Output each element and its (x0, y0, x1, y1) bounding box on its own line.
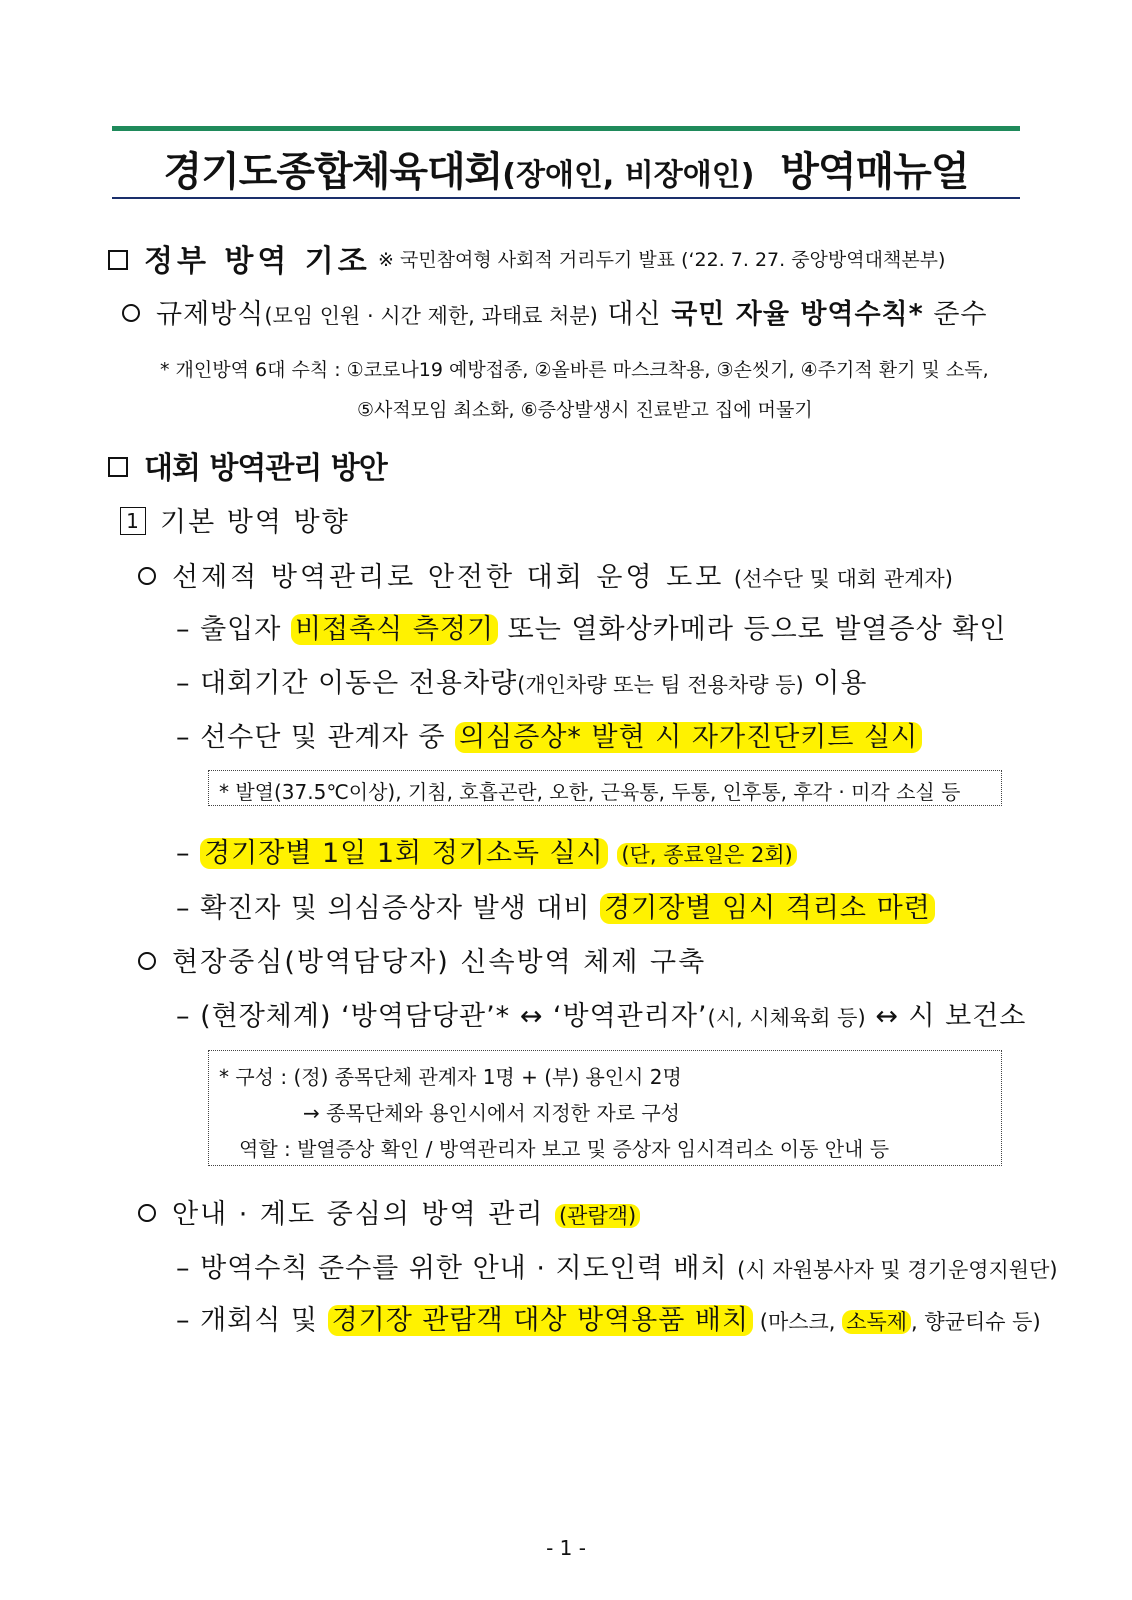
composition-detail: → 종목단체와 용인시에서 지정한 자로 구성 (303, 1101, 680, 1125)
composition-line: * 구성 : (정) 종목단체 관계자 1명 + (부) 용인시 2명 (219, 1065, 682, 1089)
rules-footnote-line2: ⑤사적모임 최소화, ⑥증상발생시 진료받고 집에 머물기 (357, 399, 813, 421)
item-onsite-system: 현장중심(방역담당자) 신속방역 체제 구축 (138, 940, 706, 979)
section-government-policy: 정부 방역 기조 (108, 236, 371, 280)
subsection-basic-direction: 1 기본 방역 방향 (120, 500, 350, 539)
page-number: - 1 - (546, 1536, 586, 1560)
symptom-note-box (208, 770, 1002, 806)
rules-footnote-line1: * 개인방역 6대 수칙 : ①코로나19 예방접종, ②올바른 마스크착용, ③손씻기, ④주기적 환기 및 소독, (160, 359, 989, 381)
dash-item-supplies: – 개회식 및 경기장 관람객 대상 방역용품 배치 (마스크, 소독제 , 향균티슈 등) (176, 1305, 1041, 1336)
item-guidance-management: 안내 · 계도 중심의 방역 관리 (관람객) (138, 1192, 640, 1231)
dash-item-onsite-chain: – (현장체계) ‘방역담당관’* ↔ ‘방역관리자’(시, 시체육회 등) ↔ 시 보건소 (176, 1001, 1027, 1032)
dash-item-disinfection: – 경기장별 1일 1회 정기소독 실시 (단, 종료일은 2회) (176, 831, 797, 870)
circle-bullet-icon (138, 1204, 156, 1222)
circle-bullet-icon (138, 952, 156, 970)
symptom-note-text: * 발열(37.5℃이상), 기침, 호흡곤란, 오한, 근육통, 두통, 인후통, 후각 · 미각 소실 등 (219, 780, 961, 804)
item-preemptive-management: 선제적 방역관리로 안전한 대회 운영 도모 (선수단 및 대회 관계자) (138, 555, 953, 594)
dash-item-vehicle: – 대회기간 이동은 전용차량(개인차량 또는 팀 전용차량 등) 이용 (176, 668, 868, 699)
square-bullet-icon (108, 250, 128, 270)
section-event-quarantine: 대회 방역관리 방안 (108, 443, 387, 487)
square-bullet-icon (108, 457, 128, 477)
dash-item-fever-check: – 출입자 비접촉식 측정기 또는 열화상카메라 등으로 발열증상 확인 (176, 614, 1007, 645)
policy-item: 규제방식(모임 인원 · 시간 제한, 과태료 처분) 대신 국민 자율 방역수칙* 준수 (122, 292, 988, 331)
document-title: 경기도종합체육대회(장애인, 비장애인) 방역매뉴얼 (163, 149, 969, 195)
policy-source-note: ※ 국민참여형 사회적 거리두기 발표 (‘22. 7. 27. 중앙방역대책본부) (378, 249, 946, 271)
title-top-rule (112, 126, 1020, 131)
composition-note-box (208, 1050, 1002, 1166)
dash-item-guidance-staff: – 방역수칙 준수를 위한 안내 · 지도인력 배치 (시 자원봉사자 및 경기운영지원단) (176, 1253, 1058, 1284)
dash-item-self-test: – 선수단 및 관계자 중 의심증상* 발현 시 자가진단키트 실시 (176, 715, 922, 754)
dash-item-isolation: – 확진자 및 의심증상자 발생 대비 경기장별 임시 격리소 마련 (176, 886, 935, 925)
title-bottom-rule (112, 197, 1020, 199)
role-line: 역할 : 발열증상 확인 / 방역관리자 보고 및 증상자 임시격리소 이동 안내 등 (239, 1137, 890, 1161)
circle-bullet-icon (122, 304, 140, 322)
subsection-number: 1 (120, 507, 146, 535)
circle-bullet-icon (138, 567, 156, 585)
